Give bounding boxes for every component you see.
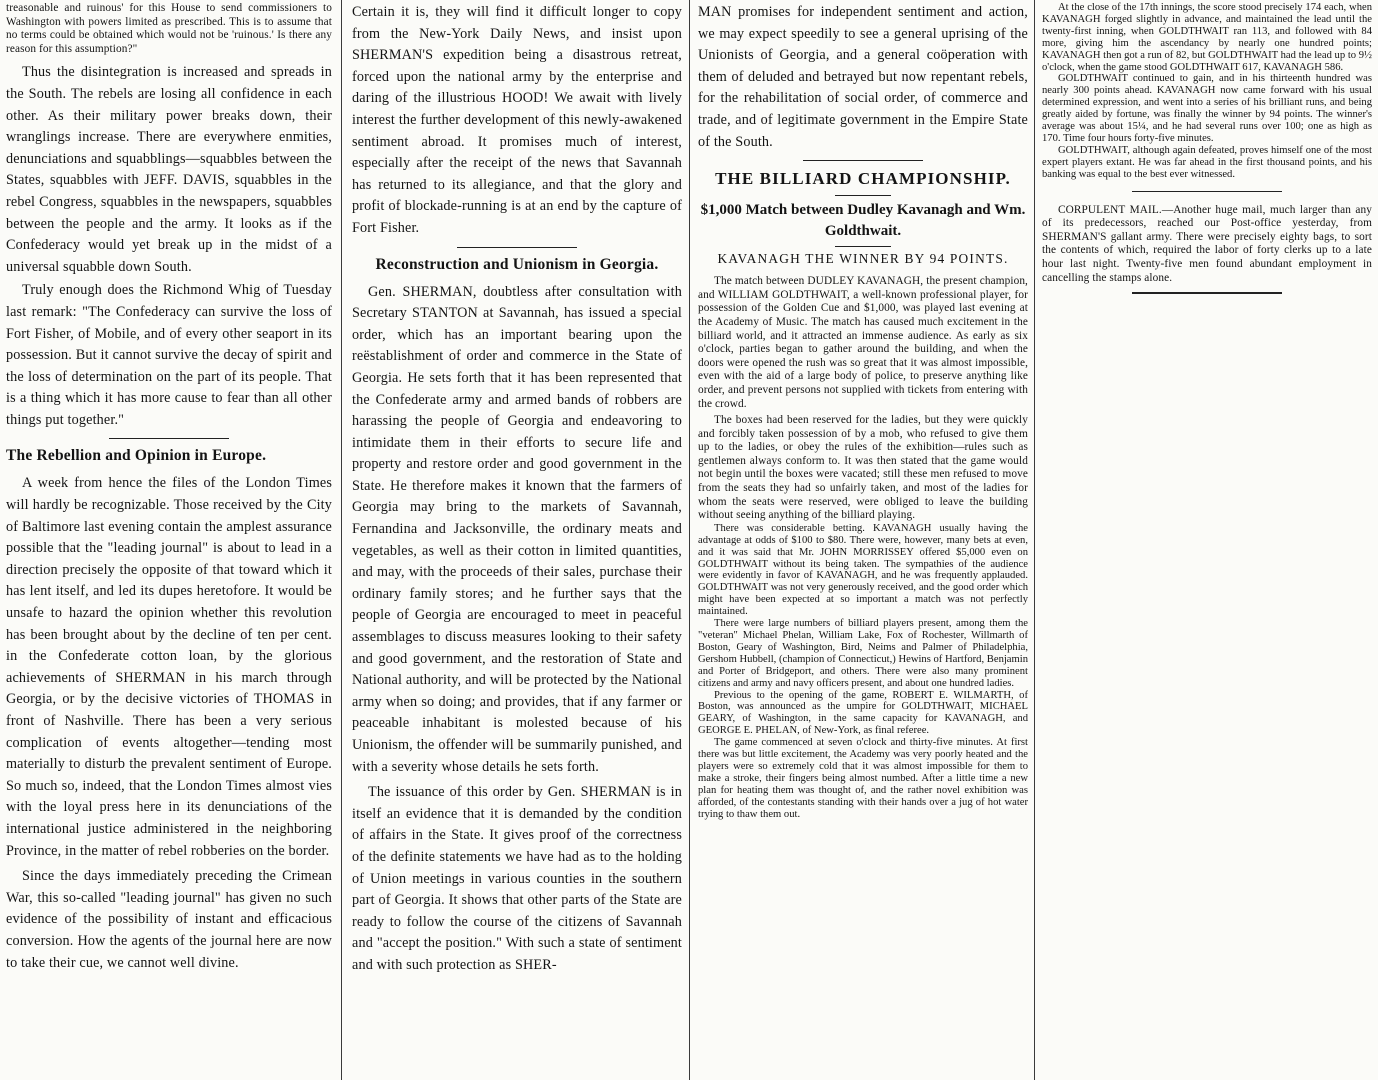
column-2 (352, 2, 682, 1078)
article-paragraph: Gen. SHERMAN, doubtless after consultation with Secretary STANTON at Savannah, has issued a special order, which has an important bearing upon the reëstablishment of order and commerce in the State of Georgia. He sets forth that it has been represented that the Confederate army and armed bands of robbers are harassing the people of Georgia and endeavoring to intimidate them in their efforts to secure life and property and restore order and good government in the State. He therefore makes it known that the farmers of Georgia may bring to the markets of Savannah, Fernandina and Jacksonville, the ordinary meats and vegetables, as well as their cotton in limited quantities, and may, with the proceeds of their sales, purchase their ordinary family stores; and he further says that the people of Georgia are encouraged to meet in peaceful assemblages to discuss measures looking to their safety and good government, and the restoration of State and National authority, and will be protected by the National army when so doing; and provides, that if any farmer or peaceable inhabitant is molested because of his Unionism, the offender will be summarily punished, and with a severity whose details he sets forth. (352, 283, 682, 775)
article-paragraph: MAN promises for independent sentiment and action, we may expect speedily to see a general uprising of the Unionists of Georgia, and a general coöperation with them of deluded and betrayed but now repentant rebels, for the rehabilitation of social order, of commerce and trade, and of legitimate government in the Empire State of the South. (698, 4, 1028, 150)
article-paragraph: A week from hence the files of the London Times will hardly be recognizable. Those received by the City of Baltimore last evening contain the amplest assurance possible that the "leading journal" is about to lead in a direction precisely the opposite of that toward which it has lent itself, and led its dupes heretofore. It would be unsafe to hazard the opinion whether this revolution has been brought about by the decline of ten per cent. in the Confederate cotton loan, by the glorious achievements of SHERMAN in his march through Georgia, or by the decisive victories of THOMAS in front of Nashville. There has been a very serious complication of events altogether—tending most materially to disturb the prevalent sentiment of Europe. So much so, indeed, that the London Times almost vies with the loyal press here in its denunciations of the international justice administered in the neighboring Province, in the matter of rebel robberies on the border. (6, 475, 332, 859)
article-paragraph: Certain it is, they will find it difficult longer to copy from the New-York Daily News, and insist upon SHERMAN'S expedition being a disastrous retreat, forced upon the national army by the enterprise and daring of the illustrious HOOD! We await with lively interest the further development of this newly-awakened sentiment abroad. It promises much of interest, especially after the receipt of the news that Savannah has returned to its allegiance, and that the glory and profit of blockade-running is at an end by the capture of Fort Fisher. (352, 4, 682, 236)
column-4 (1042, 2, 1372, 1078)
corpulent-mail-paragraph: CORPULENT MAIL.—Another huge mail, much larger than any of its predecessors, reached our Post-office yesterday, from SHERMAN'S gallant army. There were precisely eighty bags, to sort the contents of which, required the labor of forty clerks up to a late hour last night. Twenty-five men found abundant employment in cancelling the stamps alone. (1042, 203, 1372, 284)
continued-quote: treasonable and ruinous' for this House to send commissioners to Washington with powers limited as prescribed. This is to assume that no terms could be obtained which would not be 'ruinous.' Is there any reason for this assumption?" (6, 2, 332, 55)
column-rule (341, 0, 342, 1080)
billiard-deck: $1,000 Match between Dudley Kavanagh and Wm. Goldthwait. (700, 202, 1026, 240)
article-paragraph: Truly enough does the Richmond Whig of Tuesday last remark: "The Confederacy can survive the loss of Fort Fisher, of Mobile, and of every other seaport in its possession. But it cannot survive the decay of spirit and the loss of determination on the part of its people. That is a thing which it has more cause to fear than all other things put together." (6, 282, 332, 428)
article-heading-georgia: Reconstruction and Unionism in Georgia. (375, 255, 659, 273)
billiard-headline: THE BILLIARD CHAMPIONSHIP. (715, 169, 1011, 189)
column-3 (698, 2, 1028, 1078)
article-paragraph: GOLDTHWAIT, although again defeated, proves himself one of the most expert players extant. He was far ahead in the first thousand points, and his banking was equal to the best ever witnessed. (1042, 144, 1372, 180)
article-paragraph: Previous to the opening of the game, ROBERT E. WILMARTH, of Boston, was announced as the umpire for GOLDTHWAIT, MICHAEL GEARY, of Washington, in the same capacity for KAVANAGH, and GEORGE E. PHELAN, of New-York, as final referee. (698, 689, 1028, 737)
article-paragraph: At the close of the 17th innings, the score stood precisely 174 each, when KAVANAGH forged slightly in advance, and maintained the lead until the twenty-first inning, when GOLDTHWAIT ran 113, and followed with 84 more, giving him the ascendancy by nearly one hundred points; KAVANAGH then got a run of 82, but GOLDTHWAIT had the lead up to 9½ o'clock, when the game stood GOLDTHWAIT 617, KAVANAGH 586. (1042, 2, 1372, 73)
article-paragraph: There were large numbers of billiard players present, among them the "veteran" Michael Phelan, William Lake, Fox of Rochester, Willmarth of Boston, Geary of Washington, Bird, Neims and Palmer of Philadelphia, Gershom Hubbell, (champion of Connecticut,) Hewins of Hartford, Benjamin and Porter of Bridgeport, and others. There were also many prominent citizens and army and navy officers present, and about one hundred ladies. (698, 618, 1028, 689)
article-paragraph: The game commenced at seven o'clock and thirty-five minutes. At first there was but little excitement, the Academy was very poorly heated and the players were so extremely cold that it was almost impossible for them to make a stroke, their fingers being almost numbed. After a little time a new plan for heating them was thought of, and the rather novel exhibition was afforded, of the contestants standing with their hands over a jug of hot water trying to thaw them out. (698, 737, 1028, 820)
headline-rule (835, 246, 891, 247)
article-paragraph: The issuance of this order by Gen. SHERMAN is in itself an evidence that it is demanded by the condition of affairs in the State. It gives proof of the correctness of the definite statements we have had as to the holding of Union meetings in various counties in the southern part of Georgia. It shows that other parts of the State are ready to follow the course of the citizens of Savannah and "accept the position." With such a state of sentiment and with such protection as SHER- (352, 784, 682, 973)
article-paragraph: The match between DUDLEY KAVANAGH, the present champion, and WILLIAM GOLDTHWAIT, a well-known professional player, for possession of the Golden Cue and $1,000, was played last evening at the Academy of Music. The match has caused much excitement in the billiard world, and it attracted an immense audience. As early as six o'clock, parties began to gather around the building, and when the doors were opened the rush was so great that it was almost impossible, even with the aid of a large body of police, to preserve anything like order, and prevent persons not supplied with tickets from entering with the crowd. (698, 275, 1028, 410)
section-divider (803, 160, 923, 161)
article-heading-europe: The Rebellion and Opinion in Europe. (6, 447, 267, 465)
article-paragraph: Since the days immediately preceding the Crimean War, this so-called "leading journal" has given no such evidence of the possibility of instant and efficacious conversion. How the agents of the journal here are now to take their cue, we cannot well divine. (6, 868, 332, 971)
article-paragraph: GOLDTHWAIT continued to gain, and in his thirteenth hundred was nearly 300 points ahead. KAVANAGH now came forward with his usual determined expression, and went into a series of his brilliant runs, and being greatly aided by fortune, was finally the winner by 94 points. The winner's average was about 15¼, and he had several runs over 100; one as high as 170. Time four hours forty-five minutes. (1042, 73, 1372, 144)
column-rule (1034, 0, 1035, 1080)
column-1 (6, 2, 332, 1078)
article-paragraph: The boxes had been reserved for the ladies, but they were quickly and forcibly taken possession of by a mob, who refused to give them up to the ladies, or obey the rules of the exhibition—rules such as gentlemen always conform to. It was then stated that the game would not begin until the boxes were vacated; still these men refused to move from the seats they had so unfairly taken, and most of the ladies for whom the seats were reserved, were obliged to leave the building without seeing anything of the billiard playing. (698, 414, 1028, 522)
article-paragraph: Thus the disintegration is increased and spreads in the South. The rebels are losing all confidence in each other. As their military power breaks down, their wranglings increase. There are everywhere enmities, denunciations and squabblings—squabbles between the States, squabbles with JEFF. DAVIS, squabbles in the rebel Congress, squabbles in the newspapers, squabbles between the people and the army. It looks as if the Confederacy would yet break up in the midst of a universal squabble down South. (6, 64, 332, 275)
section-divider (1132, 191, 1282, 192)
billiard-subdeck: KAVANAGH THE WINNER BY 94 POINTS. (717, 251, 1009, 267)
section-divider (1132, 292, 1282, 294)
section-divider (109, 438, 229, 439)
section-divider (457, 247, 577, 248)
article-paragraph: There was considerable betting. KAVANAGH usually having the advantage at odds of $100 to $80. There were, however, many bets at even, and it was said that Mr. JOHN MORRISSEY offered $5,000 even on GOLDTHWAIT without its being taken. The sympathies of the audience were evidently in favor of KAVANAGH, and he was frequently applauded. GOLDTHWAIT was not very generously received, and the good order which might have been expected at so important a match was not perfectly maintained. (698, 522, 1028, 618)
headline-rule (835, 195, 891, 196)
column-rule (689, 0, 690, 1080)
